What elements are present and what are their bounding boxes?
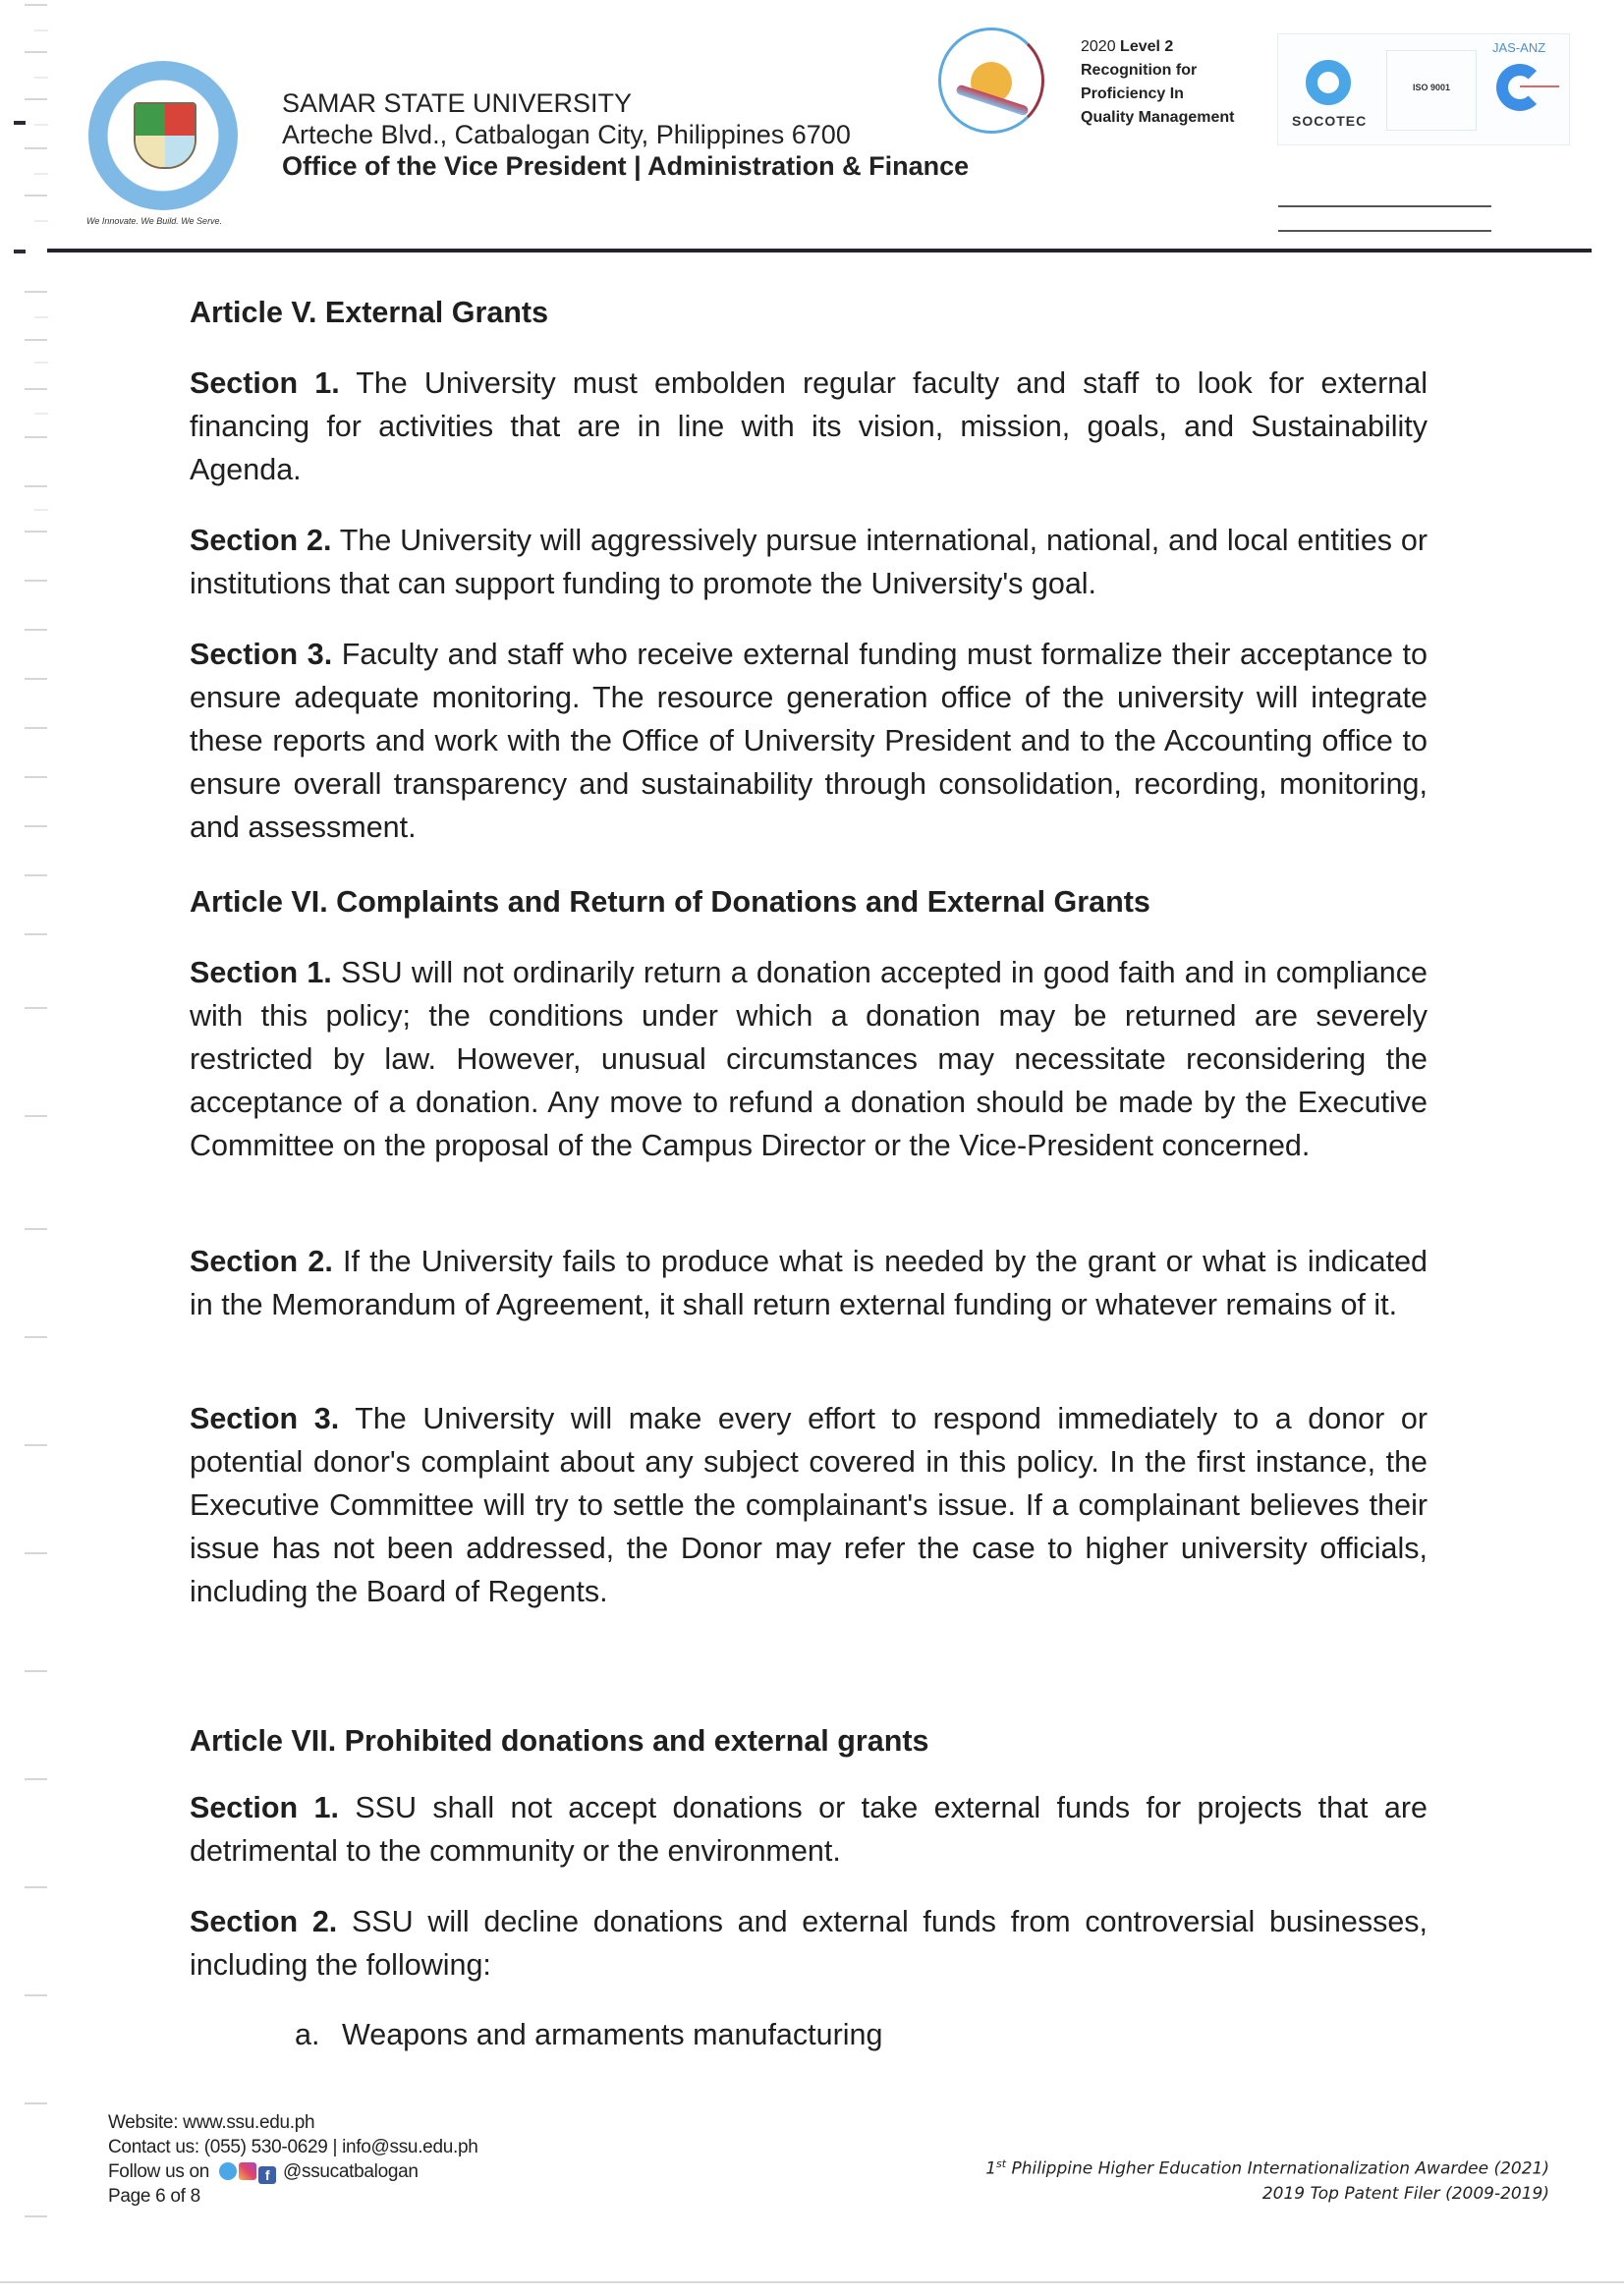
seal-shield-icon bbox=[134, 102, 196, 169]
margin-tick bbox=[14, 121, 26, 125]
margin-tick bbox=[25, 629, 47, 631]
margin-tick bbox=[25, 98, 47, 100]
award-2: 2019 Top Patent Filer (2009-2019) bbox=[1261, 2183, 1549, 2204]
margin-tick bbox=[34, 509, 48, 511]
follow-row bbox=[108, 2159, 478, 2184]
section-text: The University will aggressively pursue international, national, and local entities or institutions that can support funding to promote the University's goal. bbox=[190, 524, 1428, 600]
margin-tick bbox=[25, 51, 47, 53]
margin-tick bbox=[34, 173, 48, 175]
section-paragraph bbox=[190, 1397, 1428, 1613]
section-paragraph bbox=[190, 1786, 1428, 1873]
margin-tick bbox=[34, 77, 48, 79]
iso-box bbox=[1386, 50, 1477, 131]
margin-tick bbox=[25, 388, 47, 390]
blank-line bbox=[1278, 230, 1491, 232]
page-bottom-edge bbox=[0, 2281, 1624, 2283]
socotec-icon bbox=[1306, 60, 1351, 105]
margin-tick bbox=[25, 147, 47, 149]
university-name: SAMAR STATE UNIVERSITY bbox=[282, 88, 633, 118]
quality-award-text bbox=[1081, 35, 1234, 130]
section-text: The University will make every effort to respond immediately to a donor or potential donor's complaint about any subject covered in this policy. In the first instance, the Executive Committee will try to settle the complainant's issue. If a complainant believes their issue has not been addressed, the Donor may refer the case to higher university officials, including the Board of Regents. bbox=[190, 1402, 1428, 1608]
section-paragraph bbox=[190, 951, 1428, 1167]
facebook-icon: f bbox=[258, 2166, 276, 2184]
contact-block bbox=[108, 2110, 478, 2209]
university-seal-logo bbox=[88, 61, 238, 210]
contact-text: Contact us: (055) 530-0629 | info@ssu.edu.ph bbox=[108, 2137, 478, 2157]
jas-anz-icon bbox=[1496, 64, 1543, 111]
margin-tick bbox=[14, 250, 26, 253]
list-text: Weapons and armaments manufacturing bbox=[342, 2018, 883, 2051]
section-label: Section 2. bbox=[190, 524, 332, 557]
social-handle: @ssucatbalogan bbox=[283, 2161, 419, 2182]
section-paragraph bbox=[190, 1900, 1428, 1987]
margin-tick bbox=[25, 436, 47, 438]
section-label: Section 2. bbox=[190, 1245, 333, 1278]
office-name: Office of the Vice President | Administration & Finance bbox=[282, 151, 970, 181]
follow-label: Follow us on bbox=[108, 2161, 210, 2182]
section-paragraph bbox=[190, 633, 1428, 849]
header-divider bbox=[47, 249, 1592, 252]
socotec-label: SOCOTEC bbox=[1292, 113, 1368, 129]
margin-tick bbox=[34, 413, 48, 415]
article-heading: Article VI. Complaints and Return of Donations and External Grants bbox=[190, 885, 1150, 919]
margin-tick bbox=[34, 316, 48, 318]
section-text: SSU shall not accept donations or take external funds for projects that are detrimental to the community or the environment. bbox=[190, 1791, 1428, 1868]
instagram-icon bbox=[239, 2162, 256, 2180]
margin-tick bbox=[34, 29, 48, 31]
page-number: Page 6 of 8 bbox=[108, 2186, 200, 2207]
award-year: 2020 bbox=[1081, 38, 1116, 55]
margin-tick bbox=[25, 2215, 47, 2217]
list-marker: a. bbox=[295, 2018, 320, 2051]
margin-tick bbox=[25, 1444, 47, 1446]
awards-block bbox=[985, 2152, 1549, 2207]
iso-label: ISO 9001 bbox=[1412, 83, 1451, 92]
award-1 bbox=[985, 2152, 1549, 2182]
margin-tick bbox=[25, 1007, 47, 1009]
section-label: Section 1. bbox=[190, 366, 340, 400]
award-line3: Proficiency In bbox=[1081, 85, 1184, 102]
section-label: Section 3. bbox=[190, 638, 333, 671]
margin-tick bbox=[25, 2102, 47, 2104]
margin-tick bbox=[25, 1994, 47, 1996]
list-item bbox=[295, 2013, 882, 2056]
margin-tick bbox=[25, 874, 47, 876]
section-paragraph bbox=[190, 519, 1428, 605]
award-1-sup: st bbox=[996, 2157, 1007, 2170]
margin-tick bbox=[34, 362, 48, 364]
university-address: Arteche Blvd., Catbalogan City, Philippines 6700 bbox=[282, 120, 851, 149]
article-heading: Article V. External Grants bbox=[190, 296, 549, 329]
award-line2: Recognition for bbox=[1081, 62, 1198, 79]
margin-tick bbox=[25, 339, 47, 341]
section-paragraph bbox=[190, 362, 1428, 491]
margin-tick bbox=[25, 291, 47, 293]
award-1-ordinal: 1 bbox=[985, 2158, 997, 2179]
margin-tick bbox=[25, 1886, 47, 1888]
margin-tick bbox=[25, 531, 47, 532]
section-text: The University must embolden regular faculty and staff to look for external financing for activities that are in line with its vision, mission, goals, and Sustainability Agenda. bbox=[190, 366, 1428, 486]
section-label: Section 1. bbox=[190, 956, 332, 989]
margin-tick bbox=[25, 580, 47, 582]
margin-tick bbox=[25, 485, 47, 487]
margin-tick bbox=[25, 4, 47, 6]
philippine-quality-award-logo bbox=[938, 28, 1044, 134]
margin-tick bbox=[25, 1552, 47, 1554]
margin-tick bbox=[25, 825, 47, 827]
section-label: Section 1. bbox=[190, 1791, 339, 1824]
iso-certification-badge bbox=[1277, 33, 1570, 145]
margin-tick bbox=[25, 727, 47, 729]
margin-tick bbox=[25, 1115, 47, 1117]
twitter-icon bbox=[219, 2162, 237, 2180]
jas-anz-label: JAS-ANZ bbox=[1492, 40, 1546, 55]
university-tagline: We Innovate. We Build. We Serve. bbox=[86, 216, 223, 226]
margin-tick bbox=[25, 933, 47, 935]
margin-tick bbox=[34, 220, 48, 222]
margin-tick bbox=[25, 1778, 47, 1780]
section-text: If the University fails to produce what is needed by the grant or what is indicated in the Memorandum of Agreement, it shall return external funding or whatever remains of it. bbox=[190, 1245, 1428, 1321]
margin-tick bbox=[25, 1670, 47, 1672]
award-level: Level 2 bbox=[1120, 38, 1174, 55]
margin-tick bbox=[25, 1228, 47, 1230]
section-label: Section 2. bbox=[190, 1905, 338, 1938]
award-1-text: Philippine Higher Education Internationalization Awardee (2021) bbox=[1011, 2158, 1549, 2179]
margin-tick bbox=[25, 776, 47, 778]
section-text: SSU will not ordinarily return a donation accepted in good faith and in compliance with this policy; the conditions under which a donation may be returned are severely restricted by law. However, unusual circumstances may necessitate reconsidering the acceptance of a donation. Any move to refund a donation should be made by the Executive Committee on the proposal of the Campus Director or the Vice-President concerned. bbox=[190, 956, 1428, 1162]
section-text: Faculty and staff who receive external funding must formalize their acceptance to ensure adequate monitoring. The resource generation office of the university will integrate these reports and work with the Office of University President and to the Accounting office to ensure overall transparency and sustainability through consolidation, recording, monitoring, and assessment. bbox=[190, 638, 1428, 844]
section-paragraph bbox=[190, 1240, 1428, 1326]
website-text: Website: www.ssu.edu.ph bbox=[108, 2112, 315, 2133]
margin-tick bbox=[25, 678, 47, 680]
section-label: Section 3. bbox=[190, 1402, 340, 1435]
blank-line bbox=[1278, 205, 1491, 207]
article-heading: Article VII. Prohibited donations and external grants bbox=[190, 1724, 929, 1758]
margin-tick bbox=[25, 195, 47, 196]
award-line4: Quality Management bbox=[1081, 109, 1235, 126]
section-text: SSU will decline donations and external funds from controversial businesses, including the following: bbox=[190, 1905, 1428, 1982]
margin-tick bbox=[25, 1336, 47, 1338]
jas-anz-bar bbox=[1520, 85, 1559, 87]
margin-tick bbox=[34, 124, 48, 126]
